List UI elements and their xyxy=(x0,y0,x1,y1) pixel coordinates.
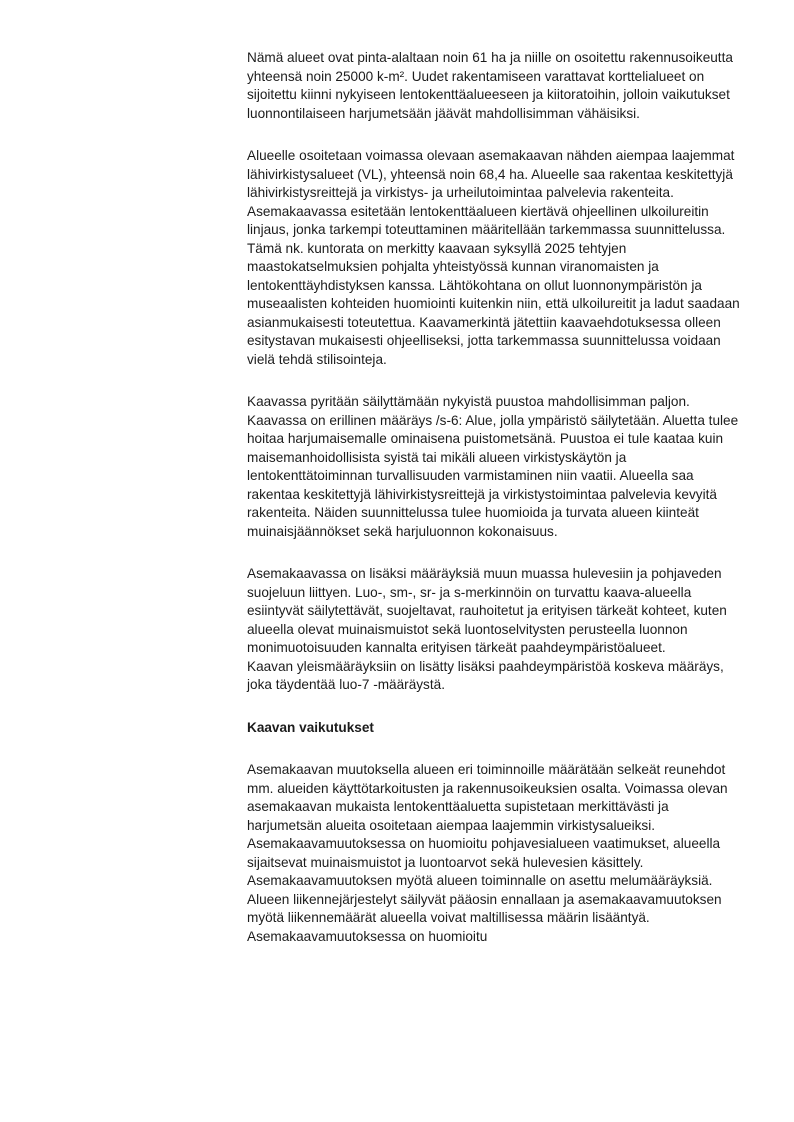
paragraph-building-rights: Nämä alueet ovat pinta-alaltaan noin 61 ha ja niille on osoitettu rakennusoikeutta yhteensä noin 25000 k-m². Uudet rakentamiseen varattavat korttelialueet on sijoitettu kiinni nykyiseen lentokenttäalueeseen ja kiitoratoihin, jolloin vaikutukset luonnontilaiseen harjumetsään jäävät mahdollisimman vähäisiksi. xyxy=(247,50,733,121)
document-text-block xyxy=(247,49,747,970)
paragraph-general-regulations: Kaavan yleismääräyksiin on lisätty lisäksi paahdeympäristöä koskeva määräys, joka täydentää luo-7 -määräystä. xyxy=(247,658,724,692)
paragraph-recreation-areas: Alueelle osoitetaan voimassa olevaan asemakaavan nähden aiempaa laajemmat lähivirkistysalueet (VL), yhteensä noin 68,4 ha. Alueelle saa rakentaa keskitettyjä lähivirkistysreittejä ja virkistys- ja urheilutoimintaa palvelevia rakenteita. Asemakaavassa esitetään lentokenttäalueen kiertävä ohjeellinen ulkoilureitin linjaus, jonka tarkempi toteuttaminen määritellään tarkemmassa suunnittelussa. Tämä nk. kuntorata on merkitty kaavaan syksyllä 2025 tehtyjen maastokatselmuksien pohjalta yhteistyössä kunnan viranomaisten ja lentokenttäyhdistyksen kanssa. Lähtökohtana on ollut luonnonympäristön ja museaalisten kohteiden huomiointi kuitenkin niin, että ulkoilureitit ja ladut saadaan asianmukaisesti toteutettua. Kaavamerkintä jätettiin kaavaehdotuksessa olleen esitystavan mukaisesti ohjeelliseksi, jotta tarkemmassa suunnittelussa voidaan vielä tehdä stilisointeja. xyxy=(247,148,740,367)
section-heading-kaavan-vaikutukset: Kaavan vaikutukset xyxy=(247,719,374,735)
paragraph-stormwater-protection: Asemakaavassa on lisäksi määräyksiä muun muassa hulevesiin ja pohjaveden suojeluun liittyen. Luo-, sm-, sr- ja s-merkinnöin on turvattu kaava-alueella esiintyvät säilytettävät, suojeltavat, rauhoitetut ja erityisen tärkeät kohteet, kuten alueella olevat muinaismuistot sekä luontoselvitysten perusteella luonnon monimuotoisuuden kannalta erityisen tärkeät paahdeympäristöalueet. xyxy=(247,566,727,655)
paragraph-tree-preservation: Kaavassa pyritään säilyttämään nykyistä puustoa mahdollisimman paljon. Kaavassa on erillinen määräys /s-6: Alue, jolla ympäristö säilytetään. Aluetta tulee hoitaa harjumaisemalle ominaisena puistometsänä. Puustoa ei tule kaataa kuin maisemanhoidollisista syistä tai mikäli alueen virkistyskäytön ja lentokenttätoiminnan turvallisuuden varmistaminen niin vaatii. Alueella saa rakentaa keskitettyjä lähivirkistysreittejä ja virkistystoimintaa palvelevia kevyitä rakenteita. Näiden suunnittelussa tulee huomioida ja turvata alueen kiinteät muinaisjäännökset sekä harjuluonnon kokonaisuus. xyxy=(247,394,739,539)
paragraph-plan-impacts: Asemakaavan muutoksella alueen eri toiminnoille määrätään selkeät reunehdot mm. alueiden käyttötarkoitusten ja rakennusoikeuksien osalta. Voimassa olevan asemakaavan mukaista lentokenttäaluetta supistetaan merkittävästi ja harjumetsän alueita osoitetaan aiempaa laajemmin virkistysalueiksi. Asemakaavamuutoksessa on huomioitu pohjavesialueen vaatimukset, alueella sijaitsevat muinaismuistot ja luontoarvot sekä hulevesien käsittely. Asemakaavamuutoksen myötä alueen toiminnalle on asettu melumääräyksiä. Alueen liikennejärjestelyt säilyvät pääosin ennallaan ja asemakaavamuutoksen myötä liikennemäärät alueella voivat maltillisessa määrin lisääntyä. Asemakaavamuutoksessa on huomioitu xyxy=(247,762,728,944)
